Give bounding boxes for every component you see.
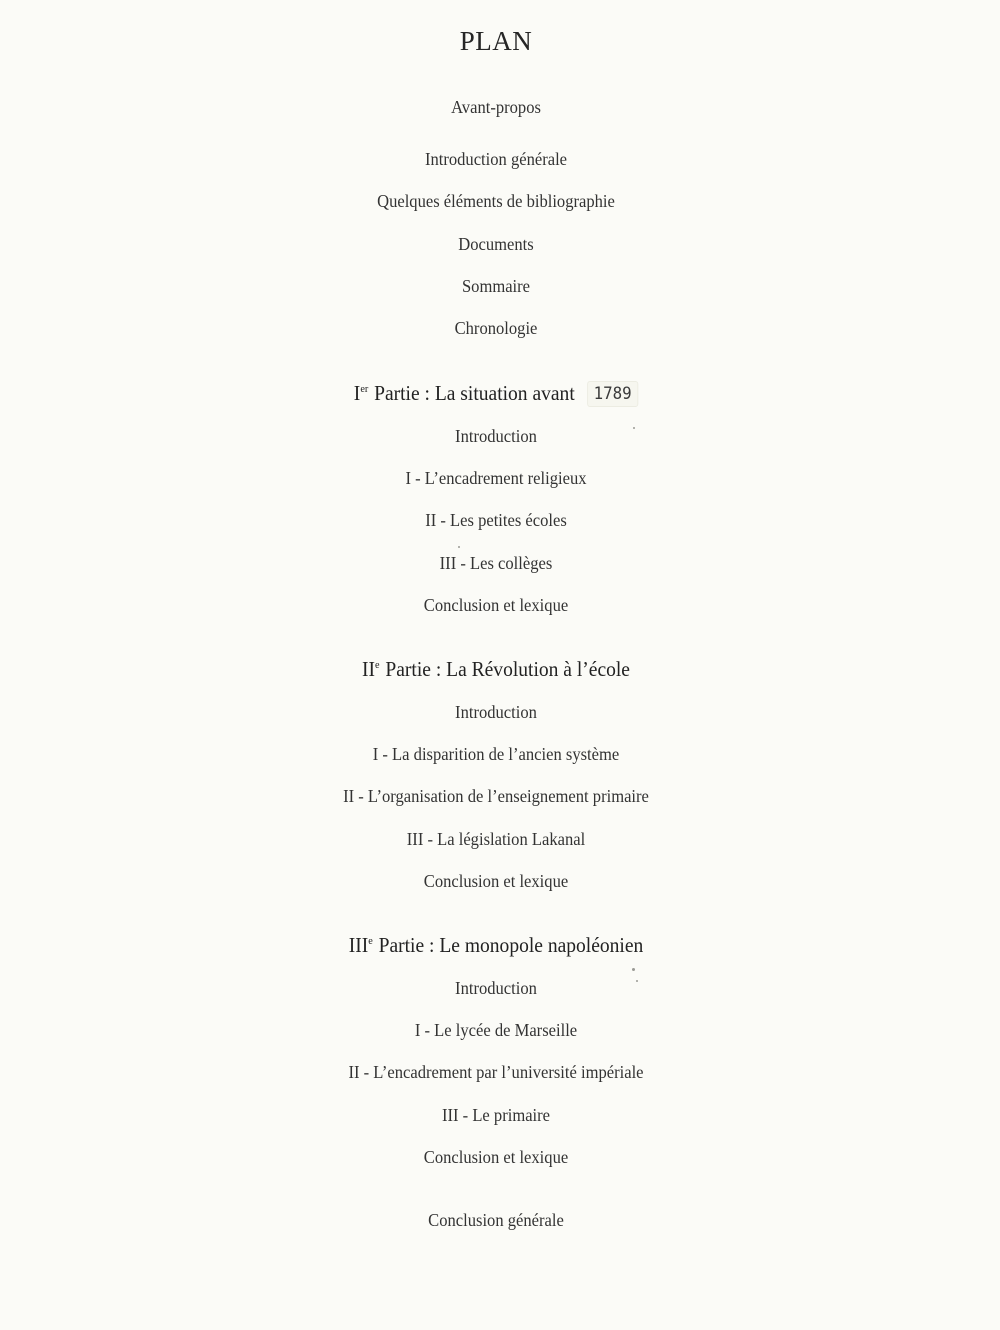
toc-entry-avant-propos: Avant-propos: [451, 97, 541, 117]
part-numeral: I: [353, 381, 361, 405]
part-heading-3: [35, 933, 958, 958]
handwritten-year: 1789: [587, 381, 638, 407]
scan-speck: [633, 427, 635, 429]
part3-item-1: I - Le lycée de Marseille: [414, 1020, 578, 1040]
part-numeral: II: [362, 657, 376, 681]
scan-speck: [636, 980, 638, 982]
part3-item-3: III - Le primaire: [441, 1105, 551, 1125]
part1-item-3: III - Les collèges: [439, 553, 553, 573]
toc-entry-documents: Documents: [458, 234, 534, 254]
part3-item-introduction: Introduction: [455, 978, 537, 998]
toc-entry-chronologie: Chronologie: [454, 318, 538, 338]
part-label: Partie : Le monopole napoléonien: [378, 933, 644, 957]
part1-item-1: I - L’encadrement religieux: [405, 468, 587, 488]
part3-item-conclusion: Conclusion et lexique: [423, 1147, 569, 1167]
part-superscript: e: [375, 659, 380, 671]
part-superscript: e: [368, 935, 373, 947]
toc-entry-introduction-generale: Introduction générale: [424, 149, 568, 169]
part-heading-1: [35, 381, 958, 407]
part-heading-2: [35, 657, 958, 682]
page-title: PLAN: [459, 26, 533, 56]
part2-item-1: I - La disparition de l’ancien système: [372, 744, 620, 764]
part-label: Partie : La situation avant: [374, 381, 575, 405]
part-numeral: III: [348, 933, 369, 957]
part1-item-introduction: Introduction: [455, 426, 537, 446]
scan-speck: [458, 546, 460, 548]
part2-item-introduction: Introduction: [455, 702, 537, 722]
part2-item-3: III - La législation Lakanal: [406, 829, 586, 849]
toc-entry-conclusion-generale: Conclusion générale: [428, 1210, 564, 1230]
part2-item-2: II - L’organisation de l’enseignement primaire: [343, 786, 649, 806]
part1-item-conclusion: Conclusion et lexique: [423, 595, 569, 615]
scan-speck: [632, 968, 635, 971]
part-label: Partie : La Révolution à l’école: [385, 657, 630, 681]
part1-item-2: II - Les petites écoles: [425, 510, 567, 530]
part2-item-conclusion: Conclusion et lexique: [423, 871, 569, 891]
part3-item-2: II - L’encadrement par l’université impériale: [348, 1062, 644, 1082]
part-superscript: er: [360, 383, 369, 395]
toc-entry-sommaire: Sommaire: [461, 276, 531, 296]
toc-entry-bibliographie: Quelques éléments de bibliographie: [377, 191, 615, 211]
